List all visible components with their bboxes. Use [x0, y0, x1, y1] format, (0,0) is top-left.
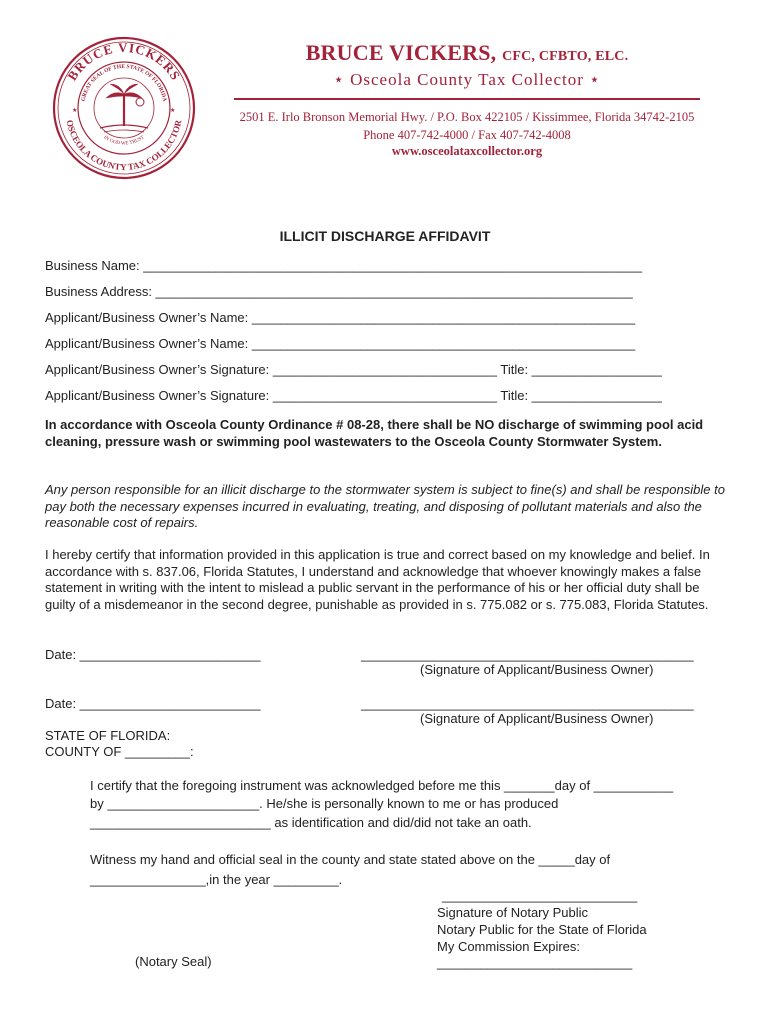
date-field-1[interactable]: Date: _________________________: [45, 647, 261, 662]
office-address: 2501 E. Irlo Bronson Memorial Hwy. / P.O. Box 422105 / Kissimmee, Florida 34742-2105: [239, 110, 695, 124]
owner-signature-field-1[interactable]: Applicant/Business Owner’s Signature: _______________________________ Title: __________________: [45, 362, 662, 377]
applicant-signature-line-2[interactable]: ______________________________________________: [361, 696, 694, 711]
seal-palm-illustration: [100, 84, 148, 132]
liability-notice: Any person responsible for an illicit discharge to the stormwater system is subject to fine(s) and shall be responsible to pay both the necessary expenses incurred in evaluating, treating, and disposing of pollutant materials and also the reasonable cost of repairs.: [45, 482, 725, 530]
collector-credentials: CFC, CFBTO, ELC.: [502, 49, 629, 64]
seal-star-left-icon: ★: [72, 108, 78, 114]
svg-text:IN GOD WE TRUST: [102, 135, 145, 146]
tax-collector-seal-logo: [52, 36, 196, 180]
notary-seal-label: (Notary Seal): [135, 954, 212, 969]
office-title: ⋆ Osceola County Tax Collector ⋆: [333, 70, 601, 89]
seal-top-text: BRUCE VICKERS: [64, 39, 184, 84]
notary-witness-line-2[interactable]: ________________,in the year _________.: [90, 872, 343, 887]
date-field-2[interactable]: Date: _________________________: [45, 696, 261, 711]
seal-star-right-icon: ★: [170, 108, 176, 114]
owner-name-field-2[interactable]: Applicant/Business Owner’s Name: _____________________________________________________: [45, 336, 636, 351]
collector-name-text: BRUCE VICKERS,: [305, 40, 497, 65]
notary-acknowledgment-line-1[interactable]: I certify that the foregoing instrument was acknowledged before me this _______day of ___________: [90, 778, 674, 793]
business-name-field[interactable]: Business Name: _____________________________________________________________________: [45, 258, 643, 273]
notary-acknowledgment-line-3[interactable]: _________________________ as identification and did/did not take an oath.: [90, 815, 532, 830]
notary-commission-line[interactable]: ___________________________: [437, 955, 633, 970]
applicant-signature-line-1[interactable]: ______________________________________________: [361, 647, 694, 662]
business-address-field[interactable]: Business Address: __________________________________________________________________: [45, 284, 633, 299]
form-title: ILLICIT DISCHARGE AFFIDAVIT: [279, 228, 491, 244]
seal-motto-text: IN GOD WE TRUST: [102, 135, 146, 147]
notary-public-label: Notary Public for the State of Florida: [437, 922, 647, 937]
notary-signature-line[interactable]: ___________________________: [442, 888, 638, 903]
notary-commission-label: My Commission Expires:: [437, 939, 581, 954]
collector-name: [232, 40, 702, 66]
seal-bottom-text: OSCEOLA COUNTY TAX COLLECTOR: [64, 118, 184, 173]
header-divider: [234, 98, 700, 100]
notary-witness-line-1[interactable]: Witness my hand and official seal in the county and state stated above on the _____day of: [90, 852, 611, 867]
notary-signature-label: Signature of Notary Public: [437, 905, 589, 920]
certification-statement: I hereby certify that information provided in this application is true and correct based on my knowledge and belief. In accordance with s. 837.06, Florida Statutes, I understand and acknowledge that whoever knowingly makes a false statement in writing with the intent to mislead a public servant in the performance of his or her official duty shall be guilty of a misdemeanor in the second degree, punishable as provided in s. 775.082 or s. 775.083, Florida Statutes.: [45, 547, 710, 612]
applicant-signature-caption-1: (Signature of Applicant/Business Owner): [420, 662, 654, 677]
notary-acknowledgment-line-2[interactable]: by _____________________. He/she is personally known to me or has produced: [90, 796, 559, 811]
owner-signature-field-2[interactable]: Applicant/Business Owner’s Signature: _______________________________ Title: __________________: [45, 388, 662, 403]
seal-inner-text: GREAT SEAL OF THE STATE OF FLORIDA: [80, 63, 168, 102]
owner-name-field-1[interactable]: Applicant/Business Owner’s Name: _____________________________________________________: [45, 310, 636, 325]
county-field[interactable]: COUNTY OF _________:: [45, 744, 194, 759]
applicant-signature-caption-2: (Signature of Applicant/Business Owner): [420, 711, 654, 726]
ordinance-notice: In accordance with Osceola County Ordinance # 08-28, there shall be NO discharge of swimming pool acid cleaning, pressure wash or swimming pool wastewaters to the Osceola County Stormwater System.: [45, 417, 704, 449]
office-phone-fax: Phone 407-742-4000 / Fax 407-742-4008: [363, 128, 571, 142]
state-label: STATE OF FLORIDA:: [45, 728, 171, 743]
office-website-link[interactable]: www.osceolataxcollector.org: [391, 144, 543, 158]
